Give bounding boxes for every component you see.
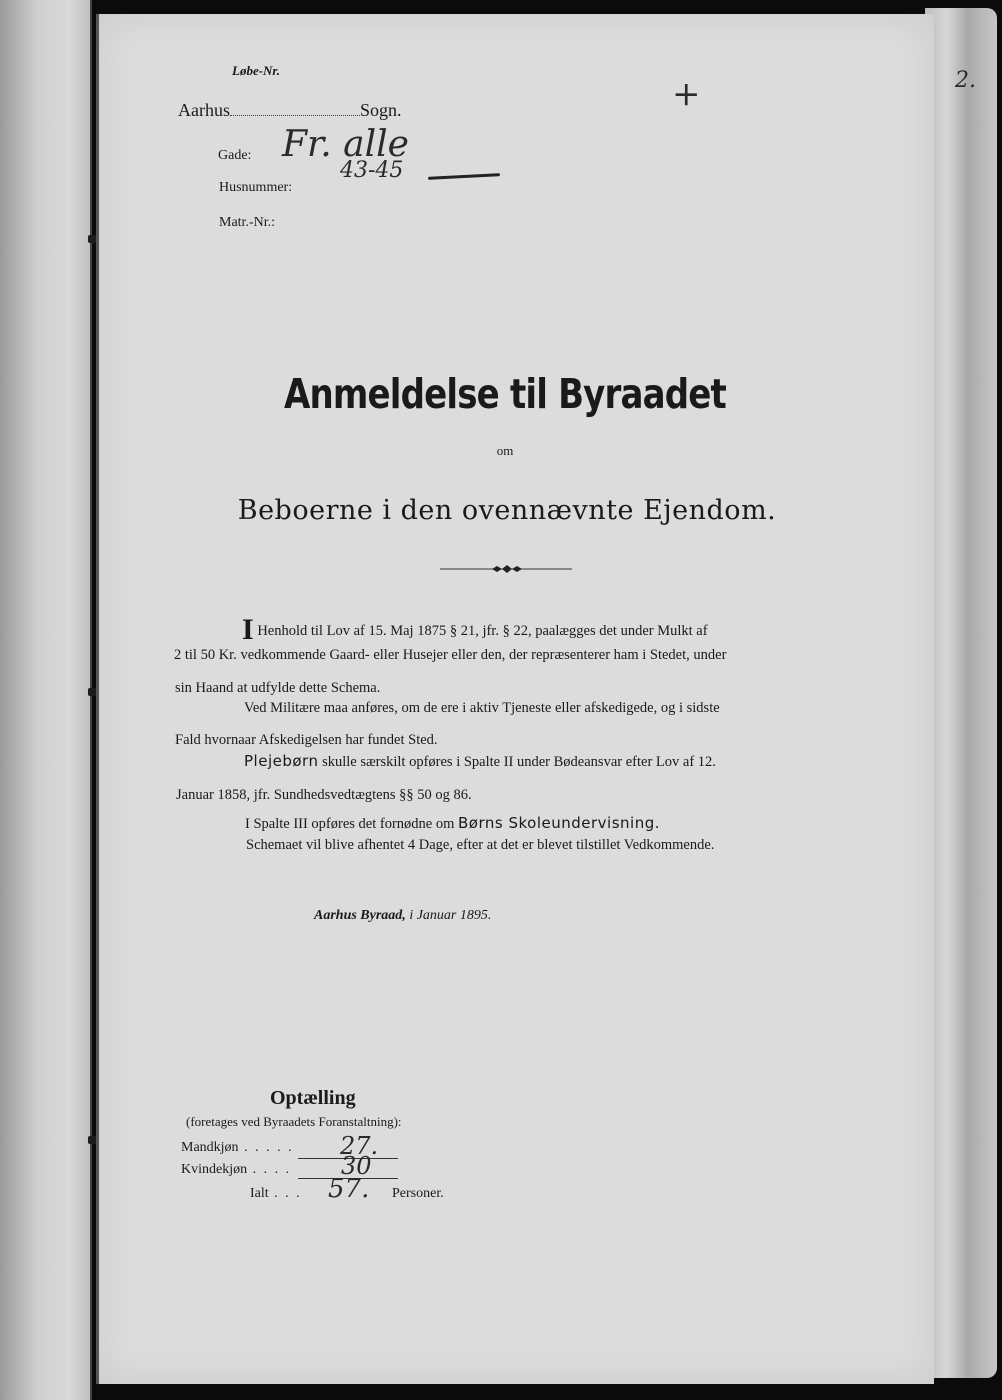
page-number: 2. xyxy=(955,68,976,93)
tally-unit: Personer. xyxy=(392,1186,444,1201)
sogn-label: Sogn. xyxy=(360,100,402,120)
loebe-nr-label: Løbe-Nr. xyxy=(232,63,281,78)
male-label: Mandkjøn xyxy=(181,1140,239,1155)
p1-line1-text: Henhold til Lov af 15. Maj 1875 § 21, jfr. § 22, paalægges det under Mulkt af xyxy=(257,623,708,639)
p4-start: I Spalte III opføres det fornødne om xyxy=(245,816,455,832)
plejeborn-word: Plejebørn xyxy=(244,752,319,770)
male-value: 27. xyxy=(340,1132,379,1160)
tally-total-row: Ialt . . . xyxy=(250,1186,302,1201)
paragraph-1-line-2: 2 til 50 Kr. vedkommende Gaard- eller Husejer eller den, der repræsenterer ham i Stedet, under xyxy=(174,647,727,663)
husnummer-handwritten-value: 43-45 xyxy=(340,158,404,183)
tally-heading: Optælling xyxy=(270,1087,356,1109)
signature-org: Aarhus Byraad, xyxy=(314,908,406,923)
corner-handwritten-mark: + xyxy=(672,74,701,114)
tally-female-row: Kvindekjøn . . . . xyxy=(181,1162,292,1177)
total-value: 57. xyxy=(328,1174,370,1204)
city-field xyxy=(178,100,402,121)
female-label: Kvindekjøn xyxy=(181,1162,248,1177)
total-label: Ialt xyxy=(250,1186,269,1201)
paragraph-3-line-1 xyxy=(244,753,716,770)
skoleundervisning-word: Børns Skoleundervisning. xyxy=(458,814,660,832)
gade-handwritten-value: Fr. alle xyxy=(282,124,409,165)
paragraph-2-line-1: Ved Militære maa anføres, om de ere i aktiv Tjeneste eller afskedigede, og i sidste xyxy=(244,700,720,716)
paragraph-1-line-3: sin Haand at udfylde dette Schema. xyxy=(175,680,381,696)
husnummer-label: Husnummer: xyxy=(219,180,293,195)
signature-date: i Januar 1895. xyxy=(409,908,492,923)
paragraph-5: Schemaet vil blive afhentet 4 Dage, efter at det er blevet tilstillet Vedkommende. xyxy=(246,837,715,853)
matr-nr-label: Matr.-Nr.: xyxy=(219,215,275,230)
page-stack xyxy=(925,8,997,1378)
city-label: Aarhus xyxy=(178,100,230,120)
p3-line1-rest: skulle særskilt opføres i Spalte II under Bødeansvar efter Lov af 12. xyxy=(322,754,716,770)
document-subtitle: Beboerne i den ovennævnte Ejendom. xyxy=(237,495,777,526)
tally-male-row: Mandkjøn . . . . . xyxy=(181,1140,294,1155)
drop-initial: I xyxy=(242,613,254,646)
om-text: om xyxy=(496,443,514,458)
paragraph-4 xyxy=(245,815,660,832)
female-value: 30 xyxy=(341,1152,372,1180)
document-title: Anmeldelse til Byraadet xyxy=(284,370,726,418)
tally-note: (foretages ved Byraadets Foranstaltning): xyxy=(186,1114,402,1129)
paragraph-1-line-1 xyxy=(242,613,708,646)
paragraph-3-line-2: Januar 1858, jfr. Sundhedsvedtægtens §§ 50 og 86. xyxy=(176,787,472,803)
paragraph-2-line-2: Fald hvornaar Afskedigelsen har fundet Sted. xyxy=(175,732,438,748)
left-page-edge xyxy=(0,0,92,1400)
signature-line xyxy=(314,908,491,924)
gade-label: Gade: xyxy=(218,148,252,163)
ornamental-divider xyxy=(440,564,572,574)
